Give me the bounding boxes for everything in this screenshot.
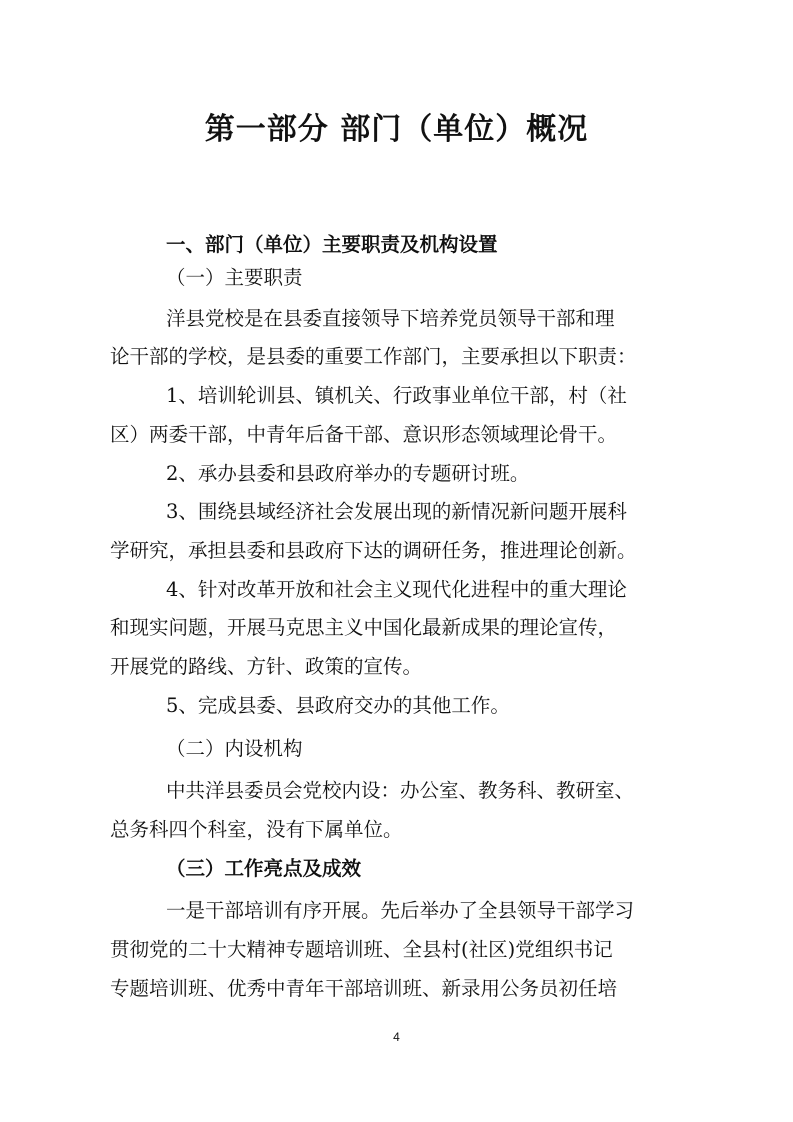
subsection-heading-internal-structure: （二）内设机构 [166,737,303,760]
duty-item-4-cont: 和现实问题，开展马克思主义中国化最新成果的理论宣传， [110,616,618,639]
paragraph-line: 总务科四个科室，没有下属单位。 [110,818,403,841]
paragraph-line: 洋县党校是在县委直接领导下培养党员领导干部和理 [166,307,615,330]
subsection-heading-highlights: （三）工作亮点及成效 [166,857,362,880]
subsection-heading-duties: （一）主要职责 [166,266,303,289]
duty-item-1-cont: 区）两委干部，中青年后备干部、意识形态领域理论骨干。 [110,423,618,446]
duty-item-3: 3、围绕县域经济社会发展出现的新情况新问题开展科 [166,500,627,523]
page-title: 第一部分 部门（单位）概况 [204,112,589,147]
duty-item-2: 2、承办县委和县政府举办的专题研讨班。 [166,462,530,485]
paragraph-line: 贯彻党的二十大精神专题培训班、全县村(社区)党组织书记 [110,938,613,961]
page-number: 4 [393,1030,400,1044]
paragraph-line: 论干部的学校，是县委的重要工作部门，主要承担以下职责： [110,345,637,368]
paragraph-line: 一是干部培训有序开展。先后举办了全县领导干部学习 [166,899,635,922]
duty-item-1: 1、培训轮训县、镇机关、行政事业单位干部，村（社 [166,384,627,407]
duty-item-3-cont: 学研究，承担县委和县政府下达的调研任务，推进理论创新。 [110,539,637,562]
duty-item-4: 4、针对改革开放和社会主义现代化进程中的重大理论 [166,578,627,601]
paragraph-line: 专题培训班、优秀中青年干部培训班、新录用公务员初任培 [110,977,618,1000]
duty-item-4-cont: 开展党的路线、方针、政策的宣传。 [110,655,423,678]
paragraph-line: 中共洋县委员会党校内设：办公室、教务科、教研室、 [166,779,635,802]
duty-item-5: 5、完成县委、县政府交办的其他工作。 [166,694,510,717]
section-heading: 一、部门（单位）主要职责及机构设置 [166,233,498,256]
